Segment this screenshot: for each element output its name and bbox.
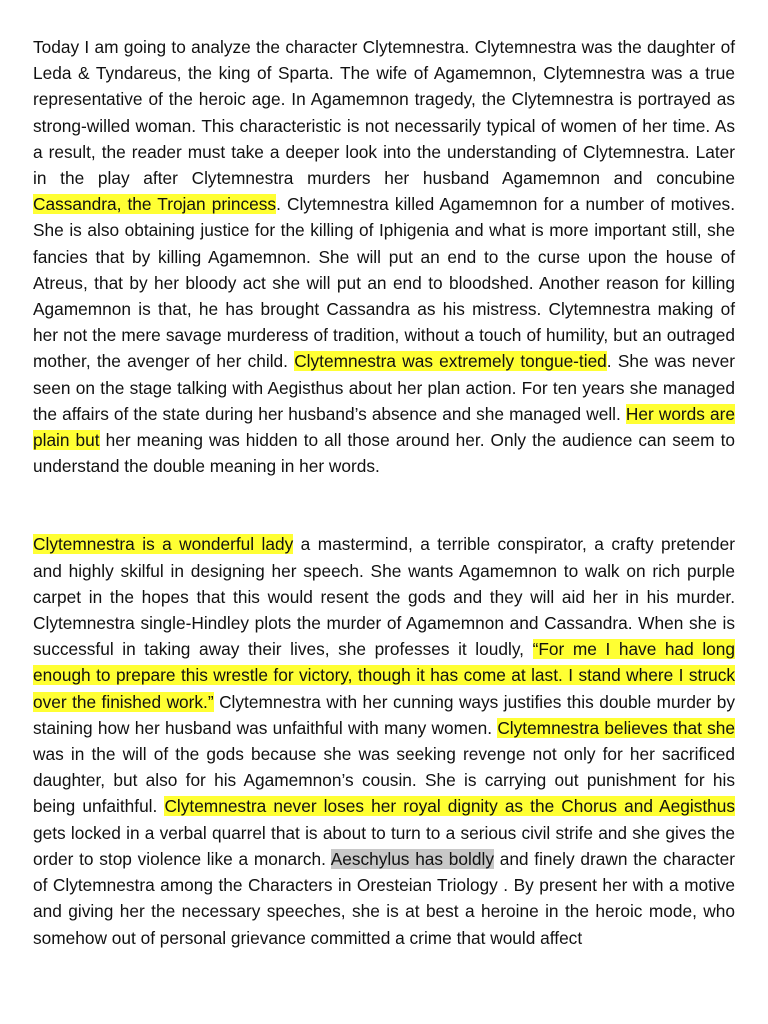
text-segment: Today I am going to analyze the character Clytemnestra. Clytemnestra was the daughter of Leda & Tyndareus, the king of Sparta. The wife of Agamemnon, Clytemnestra was a true representative of the heroic age. In Agamemnon tragedy, the Clytemnestra is portrayed as strong-willed woman. This characteristic is not necessarily typical of women of her time. As a result, the reader must take a deeper look into the understanding of Clytemnestra. Later in the play after Clytemnestra murders her husband Agamemnon and concubine <box>33 37 735 189</box>
highlighted-text: Clytemnestra is a wonderful lady <box>33 534 294 555</box>
gray-highlighted-text: Aeschylus has boldly <box>330 848 494 869</box>
highlighted-text: Cassandra, the Trojan princess <box>33 194 277 215</box>
text-segment: and finely drawn the character of Clytemnestra among the Characters in Oresteian Triology . By present her with a motive and giving her the necessary speeches, she is at best a heroine in the heroic mode, who somehow out of personal grievance committed a crime that would affect <box>33 848 736 948</box>
paragraph-2 <box>33 531 735 950</box>
text-segment: gets locked in a verbal quarrel that is about to turn to a serious civil strife and she gives the order to stop violence like a monarch. <box>33 822 735 869</box>
highlighted-text: Her words are plain but <box>33 403 735 451</box>
highlighted-quote: “For me I have had long enough to prepare this wrestle for victory, though it has come at last. I stand where I struck over the finished work.” <box>33 639 735 712</box>
paragraph-1 <box>33 34 735 479</box>
text-segment: . She was never seen on the stage talking with Aegisthus about her plan action. For ten years she managed the affairs of the state during her husband’s absence and she managed well. <box>33 351 735 424</box>
text-segment: her meaning was hidden to all those around her. Only the audience can seem to understand the double meaning in her words. <box>33 430 735 477</box>
highlighted-text: Clytemnestra never loses her royal dignity as the Chorus and Aegisthus <box>164 796 735 817</box>
text-segment: was in the will of the gods because she was seeking revenge not only for her sacrificed daughter, but also for his Agamemnon’s cousin. She is carrying out punishment for his being unfaithful. <box>33 744 735 817</box>
text-segment: Clytemnestra with her cunning ways justifies this double murder by staining how her husband was unfaithful with many women. <box>33 691 736 738</box>
highlighted-text: Clytemnestra believes that she <box>497 717 735 738</box>
document-body <box>33 34 735 951</box>
text-segment: . Clytemnestra killed Agamemnon for a number of motives. She is also obtaining justice for the killing of Iphigenia and what is more important still, she fancies that by killing Agamemnon. She will put an end to the curse upon the house of Atreus, that by her bloody act she will put an end to bloodshed. Another reason for killing Agamemnon is that, he has brought Cassandra as his mistress. Clytemnestra making of her not the mere savage murderess of tradition, without a touch of humility, but an outraged mother, the avenger of her child. <box>33 194 735 372</box>
text-segment: a mastermind, a terrible conspirator, a crafty pretender and highly skilful in designing her speech. She wants Agamemnon to walk on rich purple carpet in the hopes that this would resent the gods and they will aid her in his murder. Clytemnestra single-Hindley plots the murder of Agamemnon and Cassandra. When she is successful in taking away their lives, she professes it loudly, <box>33 534 735 660</box>
highlighted-text: Clytemnestra was extremely tongue-tied <box>294 351 607 372</box>
